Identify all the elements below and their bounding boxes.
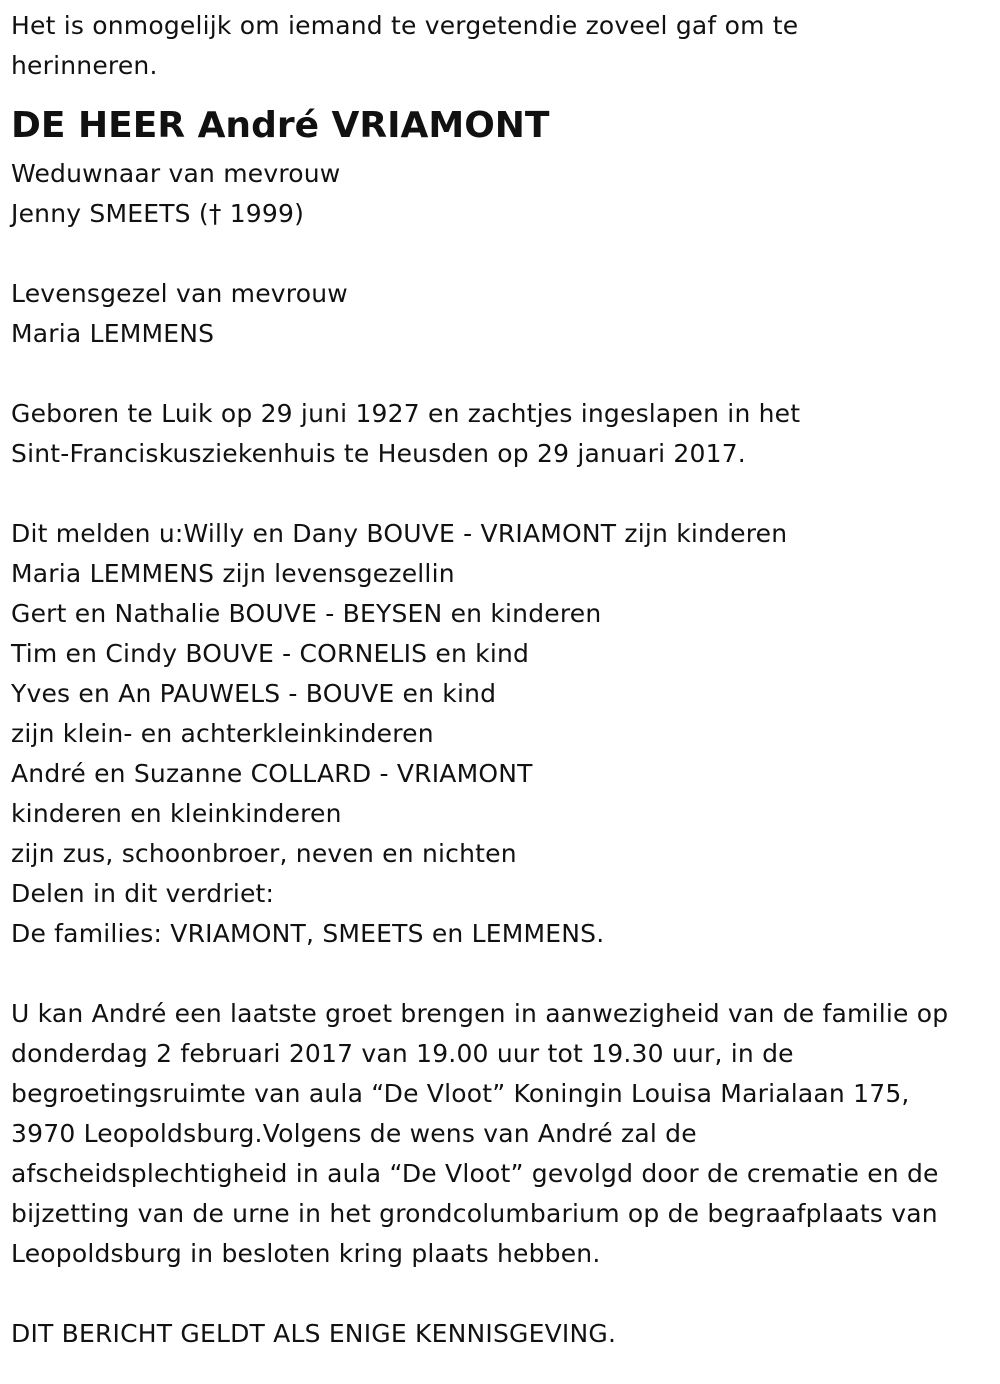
announcer-line: kinderen en kleinkinderen — [11, 799, 342, 828]
farewell-line: donderdag 2 februari 2017 van 19.00 uur tot 19.30 uur, in de — [11, 1039, 794, 1068]
farewell-line: U kan André een laatste groet brengen in aanwezigheid van de familie op — [11, 999, 949, 1028]
deceased-name: DE HEER André VRIAMONT — [11, 105, 550, 146]
spouse-info — [11, 154, 992, 234]
intro-quote — [11, 6, 992, 86]
spacer — [11, 234, 992, 274]
partner-info — [11, 274, 992, 354]
farewell-line: Leopoldsburg in besloten kring plaats hebben. — [11, 1239, 601, 1268]
announcer-line: Dit melden u:Willy en Dany BOUVE - VRIAMONT zijn kinderen — [11, 519, 788, 548]
intro-line: herinneren. — [11, 51, 158, 80]
spacer — [11, 1274, 992, 1314]
birth-death-line: Geboren te Luik op 29 juni 1927 en zachtjes ingeslapen in het — [11, 399, 801, 428]
announcer-line: De families: VRIAMONT, SMEETS en LEMMENS. — [11, 919, 605, 948]
spacer — [11, 354, 992, 394]
announcer-line: zijn klein- en achterkleinkinderen — [11, 719, 434, 748]
birth-death-line: Sint-Franciskusziekenhuis te Heusden op 29 januari 2017. — [11, 439, 746, 468]
announcer-line: Gert en Nathalie BOUVE - BEYSEN en kinderen — [11, 599, 602, 628]
birth-death-info — [11, 394, 992, 474]
spacer — [11, 474, 992, 514]
announcer-line: André en Suzanne COLLARD - VRIAMONT — [11, 759, 533, 788]
partner-line: Levensgezel van mevrouw — [11, 279, 348, 308]
announcer-line: Tim en Cindy BOUVE - CORNELIS en kind — [11, 639, 530, 668]
announcer-line: Maria LEMMENS zijn levensgezellin — [11, 559, 455, 588]
spouse-line: Weduwnaar van mevrouw — [11, 159, 341, 188]
farewell-line: 3970 Leopoldsburg.Volgens de wens van André zal de — [11, 1119, 697, 1148]
announcer-line: Yves en An PAUWELS - BOUVE en kind — [11, 679, 497, 708]
partner-line: Maria LEMMENS — [11, 319, 215, 348]
farewell-line: afscheidsplechtigheid in aula “De Vloot” gevolgd door de crematie en de — [11, 1159, 939, 1188]
farewell-line: begroetingsruimte van aula “De Vloot” Koningin Louisa Marialaan 175, — [11, 1079, 910, 1108]
closing-notice: DIT BERICHT GELDT ALS ENIGE KENNISGEVING. — [11, 1319, 617, 1348]
intro-line: Het is onmogelijk om iemand te vergetendie zoveel gaf om te — [11, 11, 799, 40]
farewell-info — [11, 994, 992, 1274]
announcers-list — [11, 514, 992, 954]
spacer — [11, 954, 992, 994]
announcer-line: zijn zus, schoonbroer, neven en nichten — [11, 839, 517, 868]
farewell-line: bijzetting van de urne in het grondcolumbarium op de begraafplaats van — [11, 1199, 938, 1228]
announcer-line: Delen in dit verdriet: — [11, 879, 275, 908]
spouse-line: Jenny SMEETS († 1999) — [11, 199, 305, 228]
